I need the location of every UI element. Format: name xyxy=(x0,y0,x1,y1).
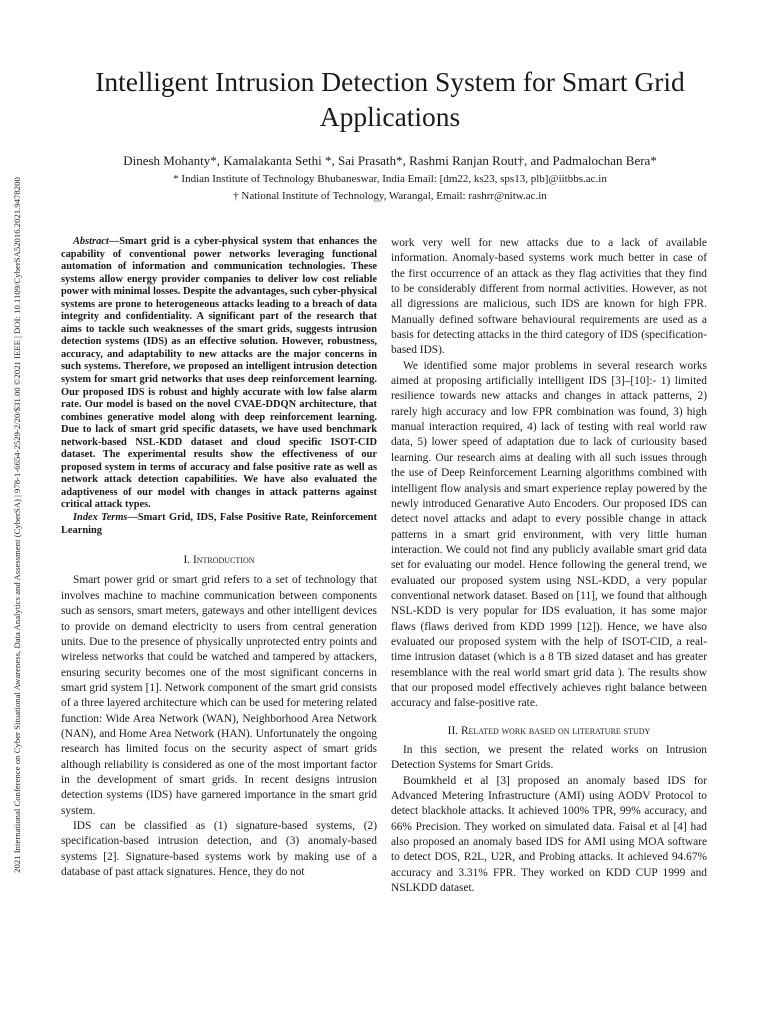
paragraph: Smart power grid or smart grid refers to a set of technology that involves machine to machine communication between components such as sensors, smart meters, gateways and other intelligent devices to provide on demand electricity to users from central generation units. Due to the presence of physically unprotected entry points and wireless networks that could be watched and tampered by attackers, ensuring security becomes one of the most significant concerns in smart grid system [1]. Network component of the smart grid consists of a three layered architecture which can be used for metering related function: Wide Area Network (WAN), Neighborhood Area Network (NAN), and Home Area Network (HAN). Unfortunately the ongoing research has limited focus on the security aspect of smart grids although reliability is considered as one of the most important factor in the development of smart grids. In recent designs intrusion detection systems (IDS) have garnered importance in the smart grid system. xyxy=(61,574,377,817)
left-column xyxy=(61,236,377,880)
section-heading-related-work: II. Related work based on literature study xyxy=(447,724,651,737)
abstract-label: Abstract xyxy=(73,236,109,247)
abstract-text: —Smart grid is a cyber-physical system that enhances the capability of conventional power networks leveraging functional automation of information and communication technologies. These systems allow energy provider companies to deliver low cost reliable power with minimal losses. Despite the advantages, such cyber-physical systems are prone to heterogeneous attacks leading to a breach of data integrity and confidentiality. A significant part of the research that aims to tackle such weaknesses of the smart grids, suggests intrusion detection systems (IDS) as an effective solution. However, robustness, accuracy, and adaptability to new attacks are the major concerns in such systems. Therefore, we proposed an intelligent intrusion detection system for smart grid networks that uses deep reinforcement learning. Our proposed IDS is robust and highly accurate with low false alarm rate. Our model is based on the novel CVAE-DDQN architecture, that combines generative model along with deep reinforcement learning. Due to lack of smart grid specific datasets, we have used benchmark network-based NSL-KDD dataset and cloud specific ISOT-CID dataset. The experimental results show the effectiveness of our proposed system in terms of accuracy and false positive rate as well as network attack detection capabilities. We have also evaluated the adaptiveness of our model with changes in attack patterns against critical attack types. xyxy=(61,236,377,511)
index-terms-text: —Smart Grid, IDS, False Positive Rate, Reinforcement Learning xyxy=(61,512,377,536)
index-terms-label: Index Terms xyxy=(73,512,128,524)
abstract xyxy=(61,236,377,512)
index-terms xyxy=(61,512,377,537)
paper-title: Intelligent Intrusion Detection System for Smart Grid Applications xyxy=(95,66,685,132)
sidebar-text: 2021 International Conference on Cyber Situational Awareness, Data Analytics and Assessment (CyberSA) | 978-1-6654-2529-2/20/$31.00 ©2021 IEEE | DOI: 10.1109/CyberSA52016.2021.9478200 xyxy=(12,177,22,873)
right-column xyxy=(391,236,707,896)
conference-citation-sidebar xyxy=(8,95,26,955)
paragraph: Boumkheld et al [3] proposed an anomaly based IDS for Advanced Metering Infrastructure (AMI) using AODV Protocol to detect blackhole attacks. It achieved 100% TPR, 99% accuracy, and 66% Precision. They worked on simulated data. Faisal et al [4] had also proposed an anomaly based IDS for AMI using MOA software to detect DOS, R2L, U2R, and Probing attacks. It achieved 94.67% accuracy and 3.31% FPR. They worked on KDD CUP 1999 and NSLKDD dataset. xyxy=(391,774,707,895)
paragraph: In this section, we present the related works on Intrusion Detection Systems for Smart Grids. xyxy=(391,744,707,772)
author-list: Dinesh Mohanty*, Kamalakanta Sethi *, Sai Prasath*, Rashmi Ranjan Rout†, and Padmalochan Bera* xyxy=(123,153,657,168)
paragraph: IDS can be classified as (1) signature-based systems, (2) specification-based intrusion detection, and (3) anomaly-based systems [2]. Signature-based systems work by making use of a database of past attack signatures. Hence, they do not xyxy=(61,819,377,878)
section-heading-introduction: I. Introduction xyxy=(183,554,255,567)
affiliation-1: * Indian Institute of Technology Bhubaneswar, India Email: [dm22, ks23, sps13, plb]@iitbbs.ac.in xyxy=(173,173,607,185)
paragraph: work very well for new attacks due to a lack of available information. Anomaly-based systems work much better in case of the first occurrence of an attack as they flag activities that they find to be considerably different from normal activities. However, as not all digressions are malicious, such IDS are known for high FPR. Manually defined software behavioural requirements are used as a basis for detecting attacks in the third category of IDS (specification-based IDS). xyxy=(391,237,707,357)
paragraph: We identified some major problems in several research works aimed at proposing artificially intelligent IDS [3]–[10]:- 1) limited resilience towards new attacks and changes in attack patterns, 2) rarely high accuracy and low FPR combination was found, 3) high manual interaction required, 4) lack of testing with real world raw data, 5) lower speed of adaptation due to lack of curiousity based learning. Our research aims at dealing with all such issues through the use of Deep Reinforcement Learning algorithms combined with intelligent flow analysis and smart experience replay powered by the newly introduced Genarative Auto Encoders. Our proposed IDS can detect novel attacks and adapt to every possible change in attack patterns in a smart grid environment, with very little human interaction. We could not find any publicly available smart grid data set for evaluating our model. Hence following the general trend, we evaluated our proposed system using NSL-KDD, a very popular conventional network dataset. Based on [11], we found that although NSL-KDD is very popular for IDS evaluation, it has some major flaws (flaws derived from KDD 1999 [12]). Hence, we have also evaluated our proposed system with the help of ISOT-CID, a real-time intrusion dataset (which is a 8 TB sized dataset and has greater resemblance with the real world smart grid data ). The results show that our proposed model effectively achieves right balance between accuracy and false-positive rate. xyxy=(391,359,707,710)
affiliation-2: † National Institute of Technology, Warangal, Email: rashrr@nitw.ac.in xyxy=(233,190,547,202)
